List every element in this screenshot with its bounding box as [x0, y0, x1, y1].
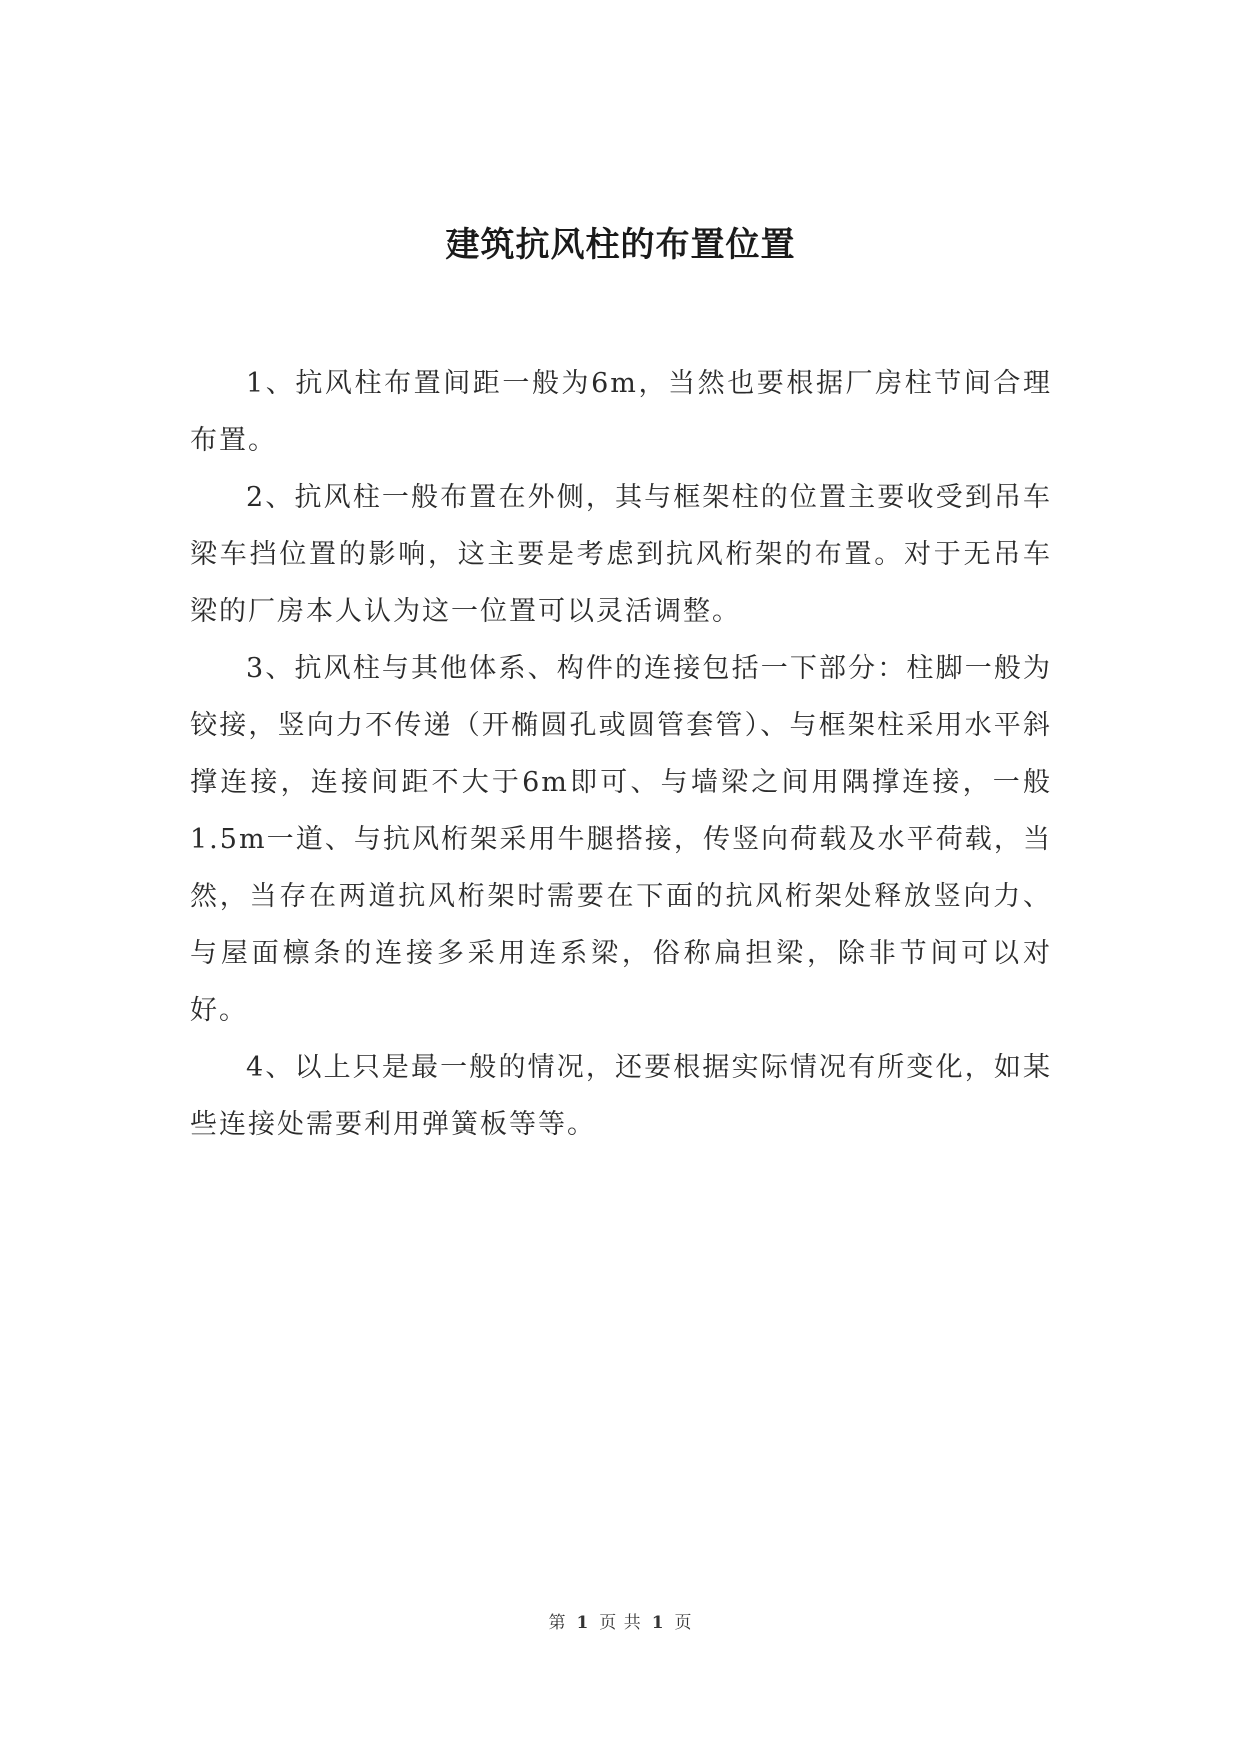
- paragraph-2: 2、抗风柱一般布置在外侧，其与框架柱的位置主要收受到吊车梁车挡位置的影响，这主要是考虑到抗风桁架的布置。对于无吊车梁的厂房本人认为这一位置可以灵活调整。: [190, 482, 1052, 627]
- footer-total-pages: 1: [651, 1613, 665, 1633]
- document-title: 建筑抗风柱的布置位置: [445, 225, 796, 265]
- paragraph-3: 3、抗风柱与其他体系、构件的连接包括一下部分：柱脚一般为铰接，竖向力不传递（开椭圆孔或圆管套管）、与框架柱采用水平斜撑连接，连接间距不大于6m即可、与墙梁之间用隅撑连接，一般1.5m一道、与抗风桁架采用牛腿搭接，传竖向荷载及水平荷载，当然，当存在两道抗风桁架时需要在下面的抗风桁架处释放竖向力、与屋面檩条的连接多采用连系梁，俗称扁担梁，除非节间可以对好。: [190, 653, 1052, 1026]
- document-body: [190, 355, 1052, 1153]
- page-footer: [0, 1608, 1241, 1633]
- paragraph-4: 4、以上只是最一般的情况，还要根据实际情况有所变化，如某些连接处需要利用弹簧板等等。: [190, 1052, 1052, 1140]
- footer-page-number: 1: [576, 1613, 590, 1633]
- footer-prefix: 第: [548, 1613, 567, 1633]
- footer-suffix: 页: [674, 1613, 693, 1633]
- paragraph-1: 1、抗风柱布置间距一般为6m，当然也要根据厂房柱节间合理布置。: [190, 368, 1052, 456]
- footer-middle: 页 共: [599, 1613, 642, 1633]
